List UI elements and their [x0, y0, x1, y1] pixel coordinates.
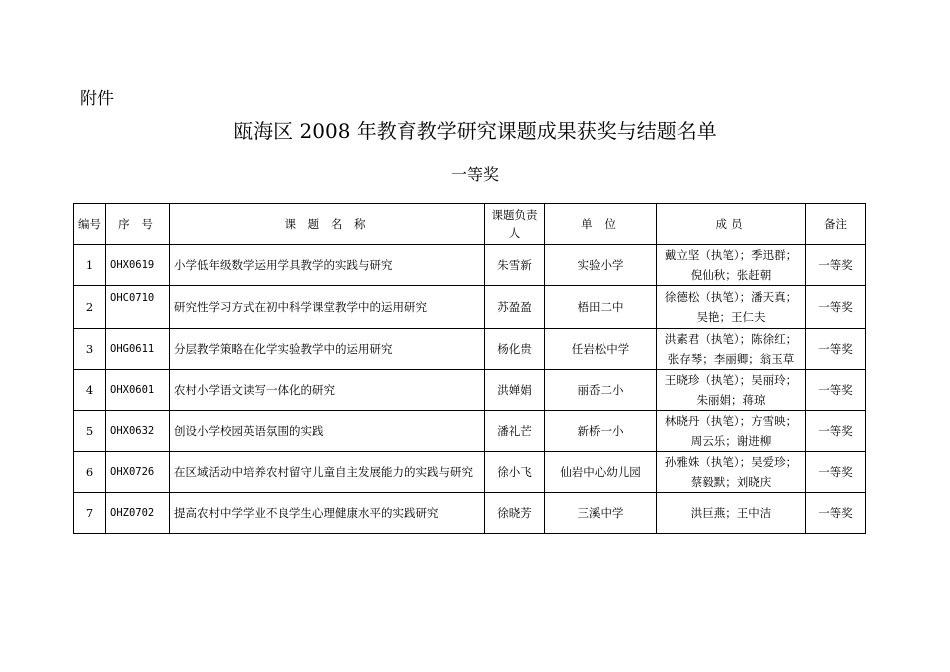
cell-person: 杨化贵 [485, 329, 545, 370]
column-header-members: 成员 [657, 204, 806, 245]
cell-code: OHX0619 [106, 245, 170, 286]
table-row [74, 493, 866, 534]
cell-topic: 提高农村中学学业不良学生心理健康水平的实践研究 [170, 493, 485, 534]
cell-unit: 实验小学 [545, 245, 657, 286]
cell-topic: 小学低年级数学运用学具教学的实践与研究 [170, 245, 485, 286]
cell-members: 戴立坚（执笔）；季迅群；倪仙秋；张赶朝 [657, 245, 806, 286]
cell-note: 一等奖 [806, 411, 866, 452]
cell-no: 1 [74, 245, 106, 286]
award-table [73, 203, 866, 534]
cell-note: 一等奖 [806, 370, 866, 411]
cell-topic: 在区域活动中培养农村留守儿童自主发展能力的实践与研究 [170, 452, 485, 493]
cell-topic: 分层教学策略在化学实验教学中的运用研究 [170, 329, 485, 370]
column-header-note: 备注 [806, 204, 866, 245]
cell-members: 洪素君（执笔）；陈徐红；张存琴；李丽卿；翁玉草 [657, 329, 806, 370]
table-row [74, 452, 866, 493]
cell-members: 徐德松（执笔）；潘天真；吴艳；王仁夫 [657, 286, 806, 329]
column-header-person: 课题负责人 [485, 204, 545, 245]
cell-unit: 任岩松中学 [545, 329, 657, 370]
cell-code: OHX0726 [106, 452, 170, 493]
cell-topic: 研究性学习方式在初中科学课堂教学中的运用研究 [170, 286, 485, 329]
cell-members: 王晓珍（执笔）；吴丽玲；朱丽娟；蒋琼 [657, 370, 806, 411]
cell-code: OHG0611 [106, 329, 170, 370]
table-row [74, 370, 866, 411]
cell-person: 潘礼芒 [485, 411, 545, 452]
attachment-label: 附件 [80, 89, 114, 109]
cell-note: 一等奖 [806, 286, 866, 329]
column-header-topic: 课 题 名 称 [170, 204, 485, 245]
cell-code: OHC0710 [106, 286, 170, 329]
cell-note: 一等奖 [806, 245, 866, 286]
table-row [74, 245, 866, 286]
cell-topic: 农村小学语文读写一体化的研究 [170, 370, 485, 411]
cell-person: 徐小飞 [485, 452, 545, 493]
cell-topic: 创设小学校园英语氛围的实践 [170, 411, 485, 452]
cell-person: 苏盈盈 [485, 286, 545, 329]
cell-unit: 新桥一小 [545, 411, 657, 452]
document-title: 瓯海区 2008 年教育教学研究课题成果获奖与结题名单 [233, 119, 717, 143]
table-row [74, 411, 866, 452]
cell-code: OHX0632 [106, 411, 170, 452]
award-level-heading: 一等奖 [450, 165, 499, 184]
cell-no: 3 [74, 329, 106, 370]
cell-person: 徐晓芳 [485, 493, 545, 534]
cell-no: 2 [74, 286, 106, 329]
table-row [74, 286, 866, 329]
column-header-seq: 序 号 [106, 204, 170, 245]
cell-no: 6 [74, 452, 106, 493]
cell-note: 一等奖 [806, 329, 866, 370]
cell-code: OHZ0702 [106, 493, 170, 534]
cell-person: 洪婵娟 [485, 370, 545, 411]
table-row [74, 329, 866, 370]
cell-person: 朱雪新 [485, 245, 545, 286]
cell-unit: 仙岩中心幼儿园 [545, 452, 657, 493]
cell-no: 4 [74, 370, 106, 411]
column-header-unit: 单 位 [545, 204, 657, 245]
cell-note: 一等奖 [806, 452, 866, 493]
cell-no: 5 [74, 411, 106, 452]
cell-unit: 三溪中学 [545, 493, 657, 534]
cell-no: 7 [74, 493, 106, 534]
cell-code: OHX0601 [106, 370, 170, 411]
cell-unit: 丽岙二小 [545, 370, 657, 411]
cell-members: 洪巨燕；王中洁 [657, 493, 806, 534]
column-header-no: 编号 [74, 204, 106, 245]
cell-members: 林晓丹（执笔）；方雪映；周云乐；谢进柳 [657, 411, 806, 452]
table-header-row [74, 204, 866, 245]
cell-note: 一等奖 [806, 493, 866, 534]
cell-unit: 梧田二中 [545, 286, 657, 329]
cell-members: 孙雅姝（执笔）；吴爱珍；蔡毅默；刘晓庆 [657, 452, 806, 493]
